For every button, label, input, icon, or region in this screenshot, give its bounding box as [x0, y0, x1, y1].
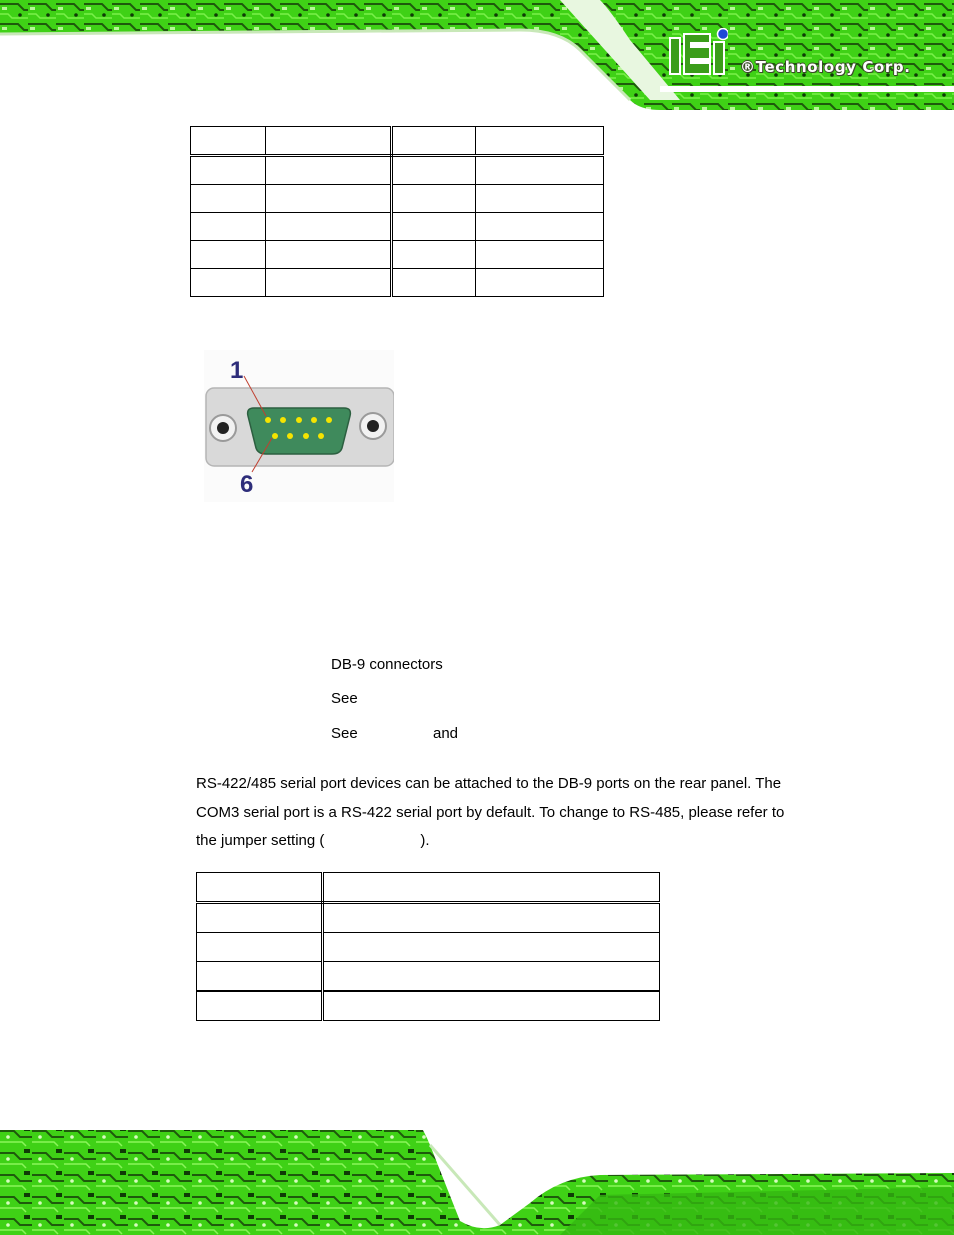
table-cell [392, 127, 476, 156]
paragraph-text: ). [420, 832, 430, 849]
table-header-row [197, 873, 660, 903]
table-cell [197, 873, 323, 903]
paragraph-line [196, 827, 820, 856]
table-row [191, 241, 604, 269]
page-header-banner [0, 0, 954, 112]
table-cell [191, 269, 266, 297]
page-footer-banner [0, 1125, 954, 1235]
table-cell [323, 873, 660, 903]
logo-tagline: ®Technology Corp. [740, 58, 911, 76]
table-cell [476, 241, 604, 269]
table-cell [197, 962, 323, 992]
table-row [197, 991, 660, 1021]
table-row [197, 933, 660, 962]
table-cell [191, 185, 266, 213]
table-row [191, 156, 604, 185]
table-cell [266, 127, 392, 156]
spec-and: and [433, 725, 459, 742]
spec-see-1: See [331, 690, 358, 707]
table-cell [191, 241, 266, 269]
table-row [197, 962, 660, 992]
connector-face [248, 408, 351, 454]
table-cell [266, 156, 392, 185]
table-cell [266, 185, 392, 213]
table-cell [266, 269, 392, 297]
table-cell [476, 185, 604, 213]
table-cell [323, 962, 660, 992]
table-cell [191, 156, 266, 185]
spec-see-2: See [331, 725, 358, 742]
table-cell [476, 269, 604, 297]
table-row [191, 269, 604, 297]
pin-6-label: 6 [240, 471, 254, 498]
table-cell [323, 903, 660, 933]
pinout-table-top [190, 126, 604, 297]
body-paragraph [196, 770, 820, 856]
pinout-table-bottom [196, 872, 660, 1021]
table-cell [476, 156, 604, 185]
table-cell [392, 213, 476, 241]
iei-logo-icon [668, 28, 728, 76]
table-cell [392, 241, 476, 269]
table-cell [266, 241, 392, 269]
spec-connectors: DB-9 connectors [331, 656, 443, 673]
table-cell [476, 127, 604, 156]
table-cell [197, 903, 323, 933]
table-cell [191, 127, 266, 156]
table-row [191, 185, 604, 213]
table-row [197, 903, 660, 933]
table-cell [266, 213, 392, 241]
table-row [191, 213, 604, 241]
table-cell [392, 269, 476, 297]
table-cell [476, 213, 604, 241]
paragraph-line: COM3 serial port is a RS-422 serial port by default. To change to RS-485, please refer to [196, 803, 785, 821]
table-cell [191, 213, 266, 241]
paragraph-line: RS-422/485 serial port devices can be attached to the DB-9 ports on the rear panel. The [196, 775, 782, 792]
table-cell [392, 185, 476, 213]
table-cell [323, 991, 660, 1021]
table-cell [323, 933, 660, 962]
pin-1-label: 1 [230, 357, 244, 384]
table-header-row [191, 127, 604, 156]
paragraph-text: the jumper setting ( [196, 832, 325, 849]
db9-connector-figure [204, 350, 394, 502]
table-cell [197, 933, 323, 962]
table-cell [392, 156, 476, 185]
table-cell [197, 991, 323, 1021]
